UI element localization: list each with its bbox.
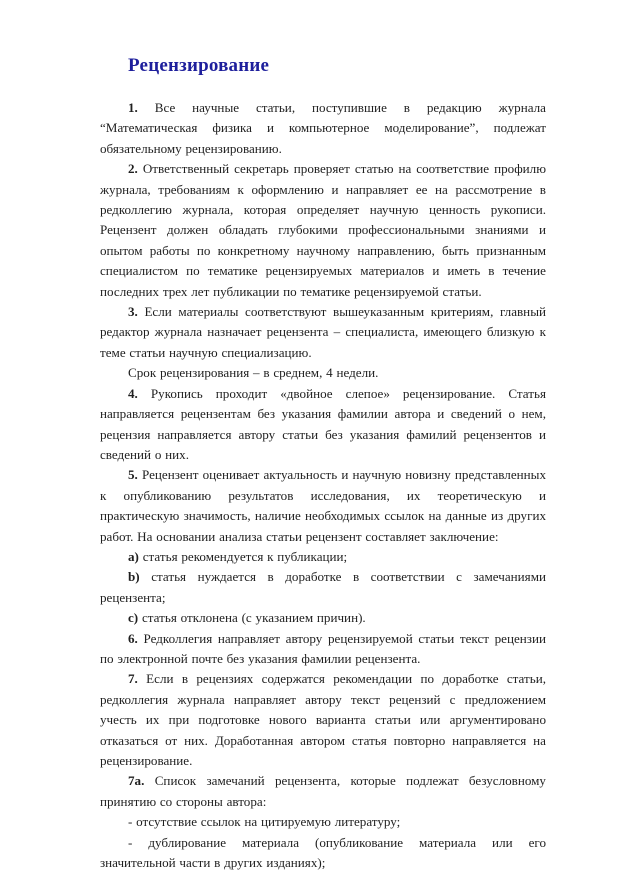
paragraph-marker: 7а. [128, 773, 145, 789]
document-content [100, 55, 546, 873]
paragraph-text: Если материалы соответствуют вышеуказанным критериям, главный редактор журнала назначает рецензента – специалиста, имеющего близкую к теме статьи научную специализацию. [100, 304, 546, 360]
paragraph-marker: b) [128, 569, 140, 585]
paragraph [100, 363, 546, 383]
paragraph [100, 567, 546, 608]
paragraph-text: Срок рецензирования – в среднем, 4 недели. [128, 365, 379, 381]
paragraph-text: Рукопись проходит «двойное слепое» рецензирование. Статья направляется рецензентам без указания фамилии автора и сведений о нем, рецензия направляется автору статьи без указания фамилий рецензентов и сведений о них. [100, 385, 546, 462]
paragraph-marker: 7. [128, 671, 138, 687]
paragraphs [100, 98, 546, 873]
paragraph-text: статья отклонена (с указанием причин). [141, 610, 366, 626]
paragraph-marker: 4. [128, 385, 138, 401]
paragraph-text: Редколлегия направляет автору рецензируемой статьи текст рецензии по электронной почте без указания фамилии рецензента. [100, 630, 546, 666]
paragraph-text: отсутствие ссылок на цитируемую литературу; [136, 814, 401, 830]
paragraph [100, 629, 546, 670]
paragraph-text: Рецензент оценивает актуальность и научную новизну представленных к опубликованию результатов исследования, их теоретическую и практическую значимость, наличие необходимых ссылок на данные из других работ. На основании анализа статьи рецензент составляет заключение: [100, 467, 546, 544]
paragraph [100, 547, 546, 567]
paragraph [100, 812, 546, 832]
paragraph-text: Список замечаний рецензента, которые подлежат безусловному принятию со стороны автора: [100, 773, 546, 809]
paragraph-text: дублирование материала (опубликование материала или его значительной части в других изданиях); [100, 834, 546, 871]
paragraph [100, 771, 546, 812]
paragraph-marker: 6. [128, 630, 138, 646]
paragraph [100, 833, 546, 873]
paragraph-marker: - [128, 834, 133, 850]
paragraph [100, 98, 546, 159]
paragraph-text: статья рекомендуется к публикации; [142, 548, 348, 564]
paragraph-marker: a) [128, 548, 139, 564]
paragraph-marker: 3. [128, 304, 138, 320]
paragraph-text: Все научные статьи, поступившие в редакцию журнала “Математическая физика и компьютерное моделирование”, подлежат обязательному рецензированию. [100, 100, 546, 156]
paragraph [100, 465, 546, 547]
paragraph [100, 159, 546, 302]
paragraph-marker: - [128, 814, 133, 830]
paragraph-text: Если в рецензиях содержатся рекомендации по доработке статьи, редколлегия журнала направляет автору текст рецензий с предложением учесть их при подготовке нового варианта статьи или аргументировано отказаться от них. Доработанная автором статья повторно направляется на рецензирование. [100, 671, 547, 768]
paragraph-text: статья нуждается в доработке в соответствии с замечаниями рецензента; [100, 569, 546, 605]
paragraph-marker: 5. [128, 467, 138, 483]
paragraph [100, 302, 546, 363]
paragraph-marker: c) [128, 610, 139, 626]
paragraph [100, 608, 546, 628]
page-title: Рецензирование [128, 55, 270, 76]
paragraph-marker: 1. [128, 100, 138, 115]
paragraph-marker: 2. [128, 161, 138, 177]
paragraph-text: Ответственный секретарь проверяет статью на соответствие профилю журнала, требованиям к оформлению и направляет ее на рассмотрение в редколлегию журнала, которая определяет научную ценность рукописи. Рецензент должен обладать глубокими профессиональными знаниями и опытом работы по конкретному научному направлению, быть признанным специалистом по тематике рецензируемых материалов и иметь в течение последних трех лет публикации по тематике рецензируемой статьи. [100, 161, 546, 299]
paragraph [100, 384, 546, 466]
paragraph [100, 669, 546, 771]
